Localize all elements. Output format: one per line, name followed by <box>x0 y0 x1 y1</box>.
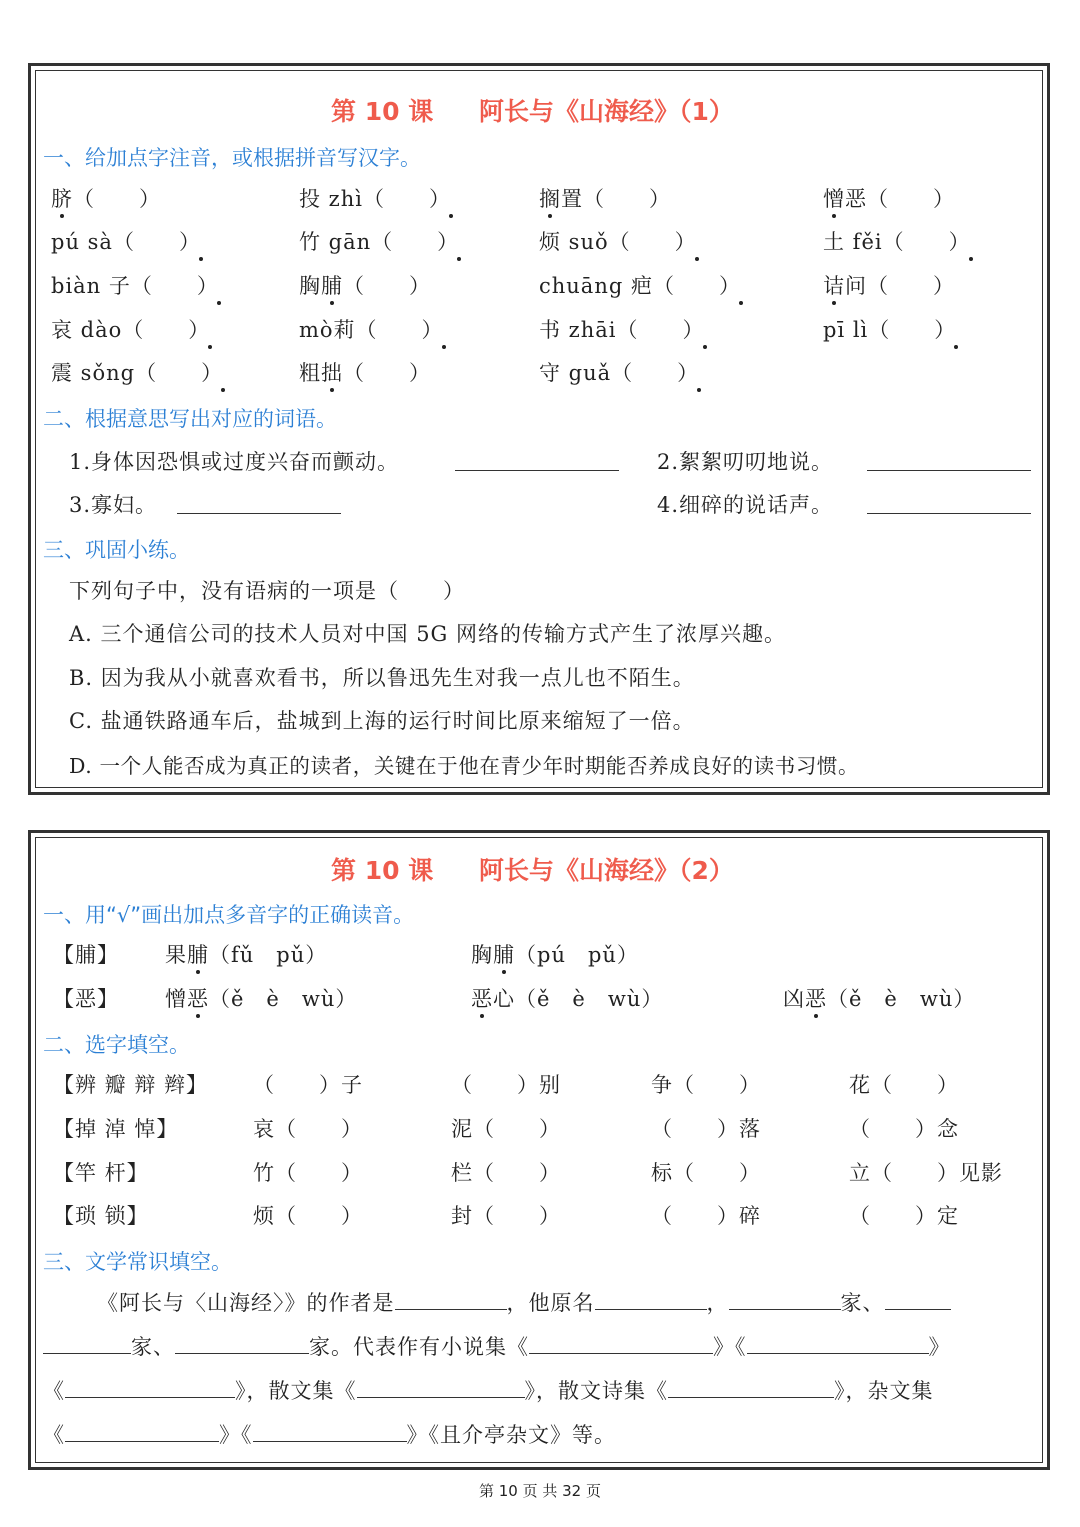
pinyin-item-text: 烦 suǒ（ ） <box>539 230 697 254</box>
lit-text: 》，杂文集 <box>834 1379 934 1403</box>
lesson-1-section-2-heading: 二、根据意思写出对应的词语。 <box>43 407 337 431</box>
pinyin-item-text: 置（ ） <box>561 187 671 211</box>
answer-blank-1[interactable] <box>455 448 619 475</box>
fill-group-label: 【辨 瓣 辩 辫】 <box>53 1073 209 1097</box>
lesson-2-section-1-heading: 一、用“√”画出加点多音字的正确读音。 <box>43 903 415 927</box>
lesson-1-number: 第 10 课 <box>331 97 434 126</box>
pinyin-item-text: （ ） <box>343 361 431 385</box>
pinyin-item[interactable] <box>51 183 161 213</box>
dotted-char: 搁 <box>539 187 561 211</box>
pronunciation-options[interactable]: （fǔ pǔ） <box>209 943 328 967</box>
fill-blank-item[interactable]: 泥（ ） <box>451 1117 561 1141</box>
pinyin-item[interactable] <box>539 183 671 213</box>
literature-line-2 <box>43 1331 951 1361</box>
lit-blank-prose-poem[interactable] <box>668 1375 834 1398</box>
pinyin-item[interactable] <box>539 226 697 256</box>
polyphone-item-xionge[interactable] <box>783 983 975 1013</box>
pinyin-item[interactable] <box>299 314 444 344</box>
lit-blank-identity-2a[interactable] <box>885 1287 951 1310</box>
definition-question-2-text: 2.絮絮叨叨地说。 <box>657 450 834 474</box>
fill-blank-item[interactable]: （ ）子 <box>253 1073 363 1097</box>
fill-blank-item[interactable]: 花（ ） <box>849 1073 959 1097</box>
lit-text: 家。代表作有小说集《 <box>309 1335 529 1359</box>
lit-text: 《 <box>43 1423 65 1447</box>
option-b[interactable]: B. 因为我从小就喜欢看书，所以鲁迅先生对我一点儿也不陌生。 <box>69 666 695 690</box>
lit-blank-identity-1[interactable] <box>729 1287 841 1310</box>
lit-blank-novel-1[interactable] <box>529 1331 713 1354</box>
dotted-char: 脯 <box>493 943 515 967</box>
fill-blank-item[interactable]: 立（ ）见影 <box>849 1161 1003 1185</box>
pronunciation-options[interactable]: （pú pǔ） <box>515 943 639 967</box>
polyphone-word: 心 <box>493 987 515 1011</box>
pinyin-item-text: 书 zhāi（ ） <box>539 318 705 342</box>
lesson-1-section-1-heading: 一、给加点字注音，或根据拼音写汉字。 <box>43 146 421 170</box>
lit-text: 家、 <box>840 1291 885 1315</box>
pinyin-item-text: 哀 dào（ ） <box>51 318 211 342</box>
polyphone-label-e: 【恶】 <box>53 987 119 1011</box>
polyphone-item-zengwu[interactable] <box>165 983 357 1013</box>
definition-question-3-text: 3.寡妇。 <box>69 493 158 517</box>
lesson-2-section-3-heading: 三、文学常识填空。 <box>43 1250 232 1274</box>
pinyin-item-text: 恶（ ） <box>845 187 955 211</box>
pinyin-item[interactable] <box>299 357 431 387</box>
question-stem: 下列句子中，没有语病的一项是（ ） <box>69 579 465 603</box>
fill-group-label: 【竿 杆】 <box>53 1161 149 1185</box>
polyphone-label-pu: 【脯】 <box>53 943 119 967</box>
lit-text: 》 <box>928 1335 951 1359</box>
polyphone-word: 胸 <box>471 943 493 967</box>
pinyin-item-text: pī lì（ ） <box>823 318 957 342</box>
lit-text: 》《 <box>713 1335 747 1359</box>
pinyin-item-text: 震 sǒng（ ） <box>51 361 224 385</box>
fill-blank-item[interactable]: 争（ ） <box>651 1073 761 1097</box>
fill-blank-item[interactable]: 栏（ ） <box>451 1161 561 1185</box>
page-footer: 第 10 页 共 32 页 <box>478 1482 601 1500</box>
definition-question-2 <box>657 446 833 476</box>
fill-blank-item[interactable]: 标（ ） <box>651 1161 761 1185</box>
fill-group-label: 【掉 淖 悼】 <box>53 1117 179 1141</box>
polyphone-word: 凶 <box>783 987 805 1011</box>
lit-blank-novel-2[interactable] <box>747 1331 929 1354</box>
lit-text: 》《且介亭杂文》等。 <box>406 1423 616 1447</box>
pinyin-item[interactable] <box>299 270 431 300</box>
pinyin-item[interactable] <box>299 183 451 213</box>
definition-question-1-text: 1.身体因恐惧或过度兴奋而颤动。 <box>69 450 400 474</box>
pinyin-item-text: （ ） <box>73 187 161 211</box>
lit-text: ， <box>706 1291 729 1315</box>
fill-blank-item[interactable]: （ ）别 <box>451 1073 561 1097</box>
lit-blank-essay[interactable] <box>357 1375 525 1398</box>
dotted-char: 恶 <box>471 987 493 1011</box>
pinyin-item[interactable] <box>823 270 955 300</box>
lit-blank-author[interactable] <box>395 1287 507 1310</box>
pinyin-item[interactable] <box>51 314 210 344</box>
lit-blank-zawen-1[interactable] <box>65 1419 219 1442</box>
definition-question-4 <box>657 489 833 519</box>
lesson-2-title: 阿长与《山海经》（2） <box>479 856 734 885</box>
pinyin-item-text: 投 zhì（ ） <box>299 187 451 211</box>
pinyin-item-text: 守 guǎ（ ） <box>539 361 700 385</box>
answer-blank-4[interactable] <box>867 491 1031 518</box>
fill-blank-item[interactable]: （ ）碎 <box>651 1204 761 1228</box>
polyphone-item-exin[interactable] <box>471 983 663 1013</box>
dotted-char: 脯 <box>321 274 343 298</box>
fill-blank-item[interactable]: （ ）定 <box>849 1204 959 1228</box>
dotted-char: 脯 <box>187 943 209 967</box>
dotted-char: 拙 <box>321 361 343 385</box>
definition-question-3 <box>69 489 157 519</box>
lesson-1-box <box>28 63 1050 795</box>
polyphone-item-xiongpu[interactable] <box>471 939 639 969</box>
lit-text: ，他原名 <box>506 1291 595 1315</box>
polyphone-word: 憎 <box>165 987 187 1011</box>
pinyin-item-text: biàn 子（ ） <box>51 274 219 298</box>
polyphone-word: 果 <box>165 943 187 967</box>
pinyin-item-text: 粗 <box>299 361 321 385</box>
option-a[interactable]: A. 三个通信公司的技术人员对中国 5G 网络的传输方式产生了浓厚兴趣。 <box>69 622 787 646</box>
pinyin-item-text: 胸 <box>299 274 321 298</box>
pinyin-item[interactable] <box>539 357 699 387</box>
pinyin-item[interactable] <box>823 314 956 344</box>
option-c[interactable]: C. 盐通铁路通车后，盐城到上海的运行时间比原来缩短了一倍。 <box>69 709 695 733</box>
pinyin-item-text: pú sà（ ） <box>51 230 201 254</box>
lit-blank-identity-2b[interactable] <box>43 1331 131 1354</box>
dotted-char: 诘 <box>823 274 845 298</box>
answer-blank-2[interactable] <box>867 448 1031 475</box>
polyphone-item-guopu[interactable] <box>165 939 327 969</box>
lesson-1-title: 阿长与《山海经》（1） <box>479 97 734 126</box>
lit-blank-identity-3[interactable] <box>175 1331 309 1354</box>
lit-text: 家、 <box>131 1335 175 1359</box>
lesson-2-number: 第 10 课 <box>331 856 434 885</box>
dotted-char: 恶 <box>805 987 827 1011</box>
pinyin-item[interactable] <box>823 226 971 256</box>
literature-line-3 <box>43 1375 934 1405</box>
pinyin-item-text: 问（ ） <box>845 274 955 298</box>
pinyin-item[interactable] <box>51 270 219 300</box>
pronunciation-options[interactable]: （ě è wù） <box>209 987 358 1011</box>
dotted-char: 脐 <box>51 187 73 211</box>
pinyin-item-text: chuāng 疤（ ） <box>539 274 741 298</box>
definition-question-1 <box>69 446 399 476</box>
literature-line-4 <box>43 1419 616 1449</box>
pinyin-item-text: mò莉（ ） <box>299 318 444 342</box>
lit-text: 《阿长与〈山海经〉》的作者是 <box>97 1291 395 1315</box>
lesson-2-section-2-heading: 二、选字填空。 <box>43 1033 190 1057</box>
literature-line-1 <box>97 1287 951 1317</box>
lesson-2-box <box>28 830 1050 1470</box>
lit-blank-novel-3[interactable] <box>65 1375 235 1398</box>
pinyin-item[interactable] <box>539 314 705 344</box>
fill-blank-item[interactable]: （ ）念 <box>849 1117 959 1141</box>
pinyin-item-text: 土 fěi（ ） <box>823 230 971 254</box>
pinyin-item[interactable] <box>51 226 201 256</box>
answer-blank-3[interactable] <box>177 491 341 518</box>
fill-blank-item[interactable]: 烦（ ） <box>253 1204 363 1228</box>
pronunciation-options[interactable]: （ě è wù） <box>515 987 664 1011</box>
dotted-char: 恶 <box>187 987 209 1011</box>
lit-text: 》，散文诗集《 <box>524 1379 668 1403</box>
fill-blank-item[interactable]: 哀（ ） <box>253 1117 363 1141</box>
lit-text: 《 <box>43 1379 65 1403</box>
lit-blank-zawen-2[interactable] <box>253 1419 407 1442</box>
fill-blank-item[interactable]: （ ）落 <box>651 1117 761 1141</box>
lit-text: 》，散文集《 <box>235 1379 357 1403</box>
pinyin-item-text: 竹 gān（ ） <box>299 230 460 254</box>
pinyin-item[interactable] <box>823 183 955 213</box>
lesson-1-section-3-heading: 三、巩固小练。 <box>43 538 190 562</box>
pronunciation-options[interactable]: （ě è wù） <box>827 987 976 1011</box>
lit-text: 》《 <box>219 1423 253 1447</box>
pinyin-item[interactable] <box>539 270 741 300</box>
lit-blank-original-name[interactable] <box>595 1287 707 1310</box>
dotted-char: 憎 <box>823 187 845 211</box>
pinyin-item[interactable] <box>51 357 223 387</box>
option-d[interactable]: D. 一个人能否成为真正的读者，关键在于他在青少年时期能否养成良好的读书习惯。 <box>69 754 860 778</box>
fill-blank-item[interactable]: 封（ ） <box>451 1204 561 1228</box>
fill-group-label: 【琐 锁】 <box>53 1204 149 1228</box>
fill-blank-item[interactable]: 竹（ ） <box>253 1161 363 1185</box>
pinyin-item-text: （ ） <box>343 274 431 298</box>
pinyin-item[interactable] <box>299 226 459 256</box>
definition-question-4-text: 4.细碎的说话声。 <box>657 493 834 517</box>
